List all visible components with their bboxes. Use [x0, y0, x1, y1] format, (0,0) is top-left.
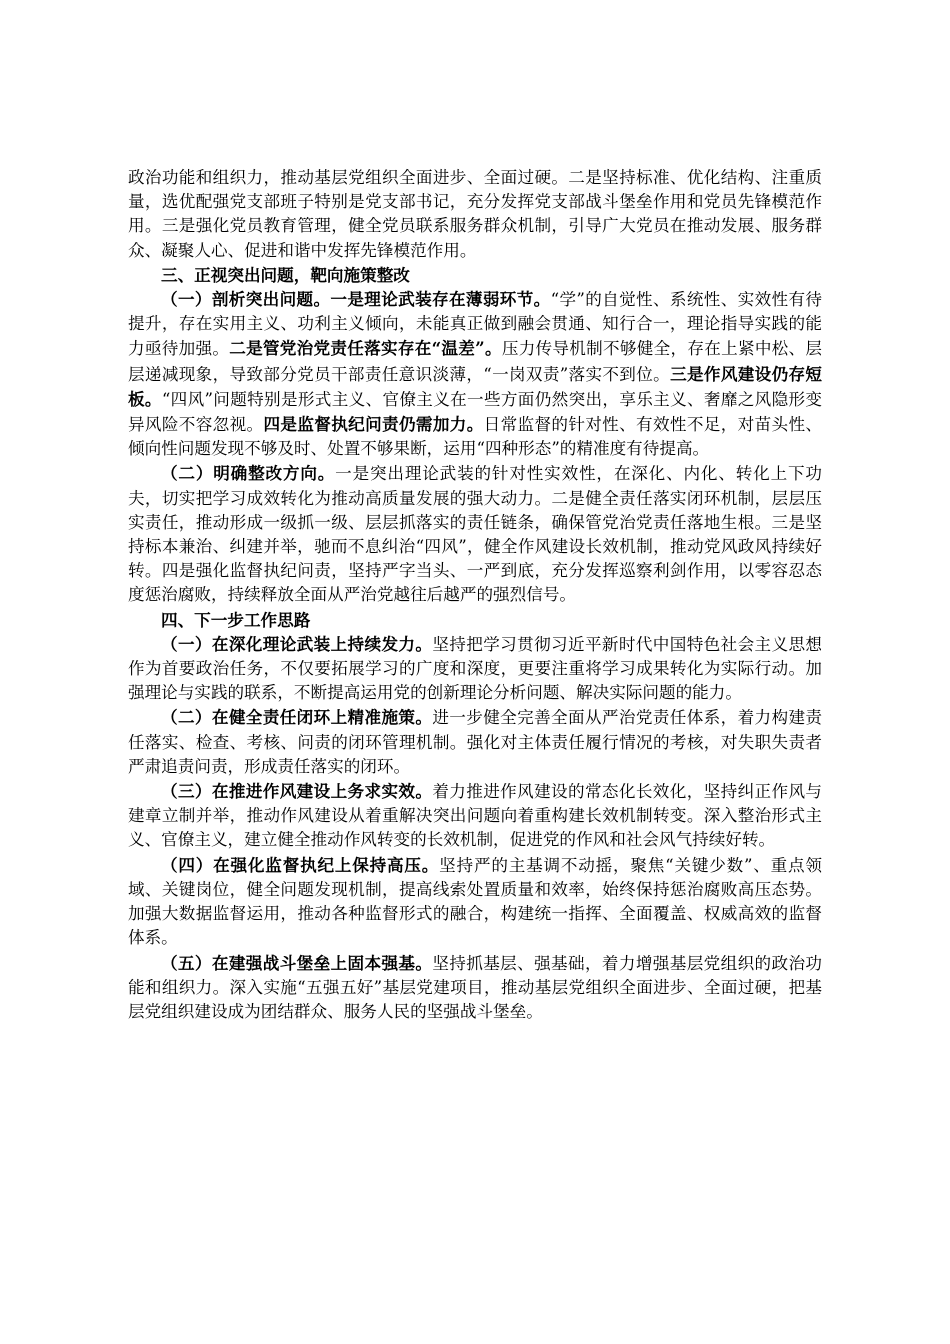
- paragraph-lead: （一）在深化理论武装上持续发力。: [161, 633, 433, 654]
- point-text-1: “学”的自觉性、系统性、实效性有待提升，存在实用主义、功利主义倾向，未能真正做到融会贯通、知行合一，理论指导实践的能力亟待加强。: [128, 290, 823, 359]
- section-heading-3: 三、正视突出问题，靶向施策整改: [161, 264, 410, 285]
- paragraph-supervision: [128, 853, 822, 951]
- bold-point-3: 三是作风建设仍存短板。: [128, 363, 822, 409]
- paragraph-lead: （一）剖析突出问题。: [161, 289, 331, 310]
- bold-point-2: 二是管党治党责任落实存在“温差”。: [229, 338, 502, 359]
- paragraph-text: 进一步健全完善全面从严治党责任体系，着力构建责任落实、检查、考核、问责的闭环管理机制。强化对主体责任履行情况的考核，对失职失责者严肃追责问责，形成责任落实的闭环。: [128, 708, 822, 776]
- paragraph-work-style: [128, 779, 822, 853]
- intro-paragraph: 政治功能和组织力，推动基层党组织全面进步、全面过硬。二是坚持标准、优化结构、注重质量，选优配强党支部班子特别是党支部书记，充分发挥党支部战斗堡垒作用和党员先锋模范作用。三是强化党员教育管理，健全党员联系服务群众机制，引导广大党员在推动发展、服务群众、凝聚人心、促进和谐中发挥先锋模范作用。: [128, 168, 822, 260]
- paragraph-analyze-problems: [128, 287, 822, 461]
- paragraph-grassroots: [128, 951, 822, 1025]
- point-text-3: “四风”问题特别是形式主义、官僚主义在一些方面仍然突出，享乐主义、奢靡之风隐形变异风险不容忽视。: [128, 389, 823, 435]
- paragraph-rectification-direction: [128, 461, 822, 607]
- paragraph-responsibility: [128, 705, 822, 779]
- bold-point-1: 一是理论武装存在薄弱环节。: [330, 289, 551, 310]
- paragraph-lead: （二）在健全责任闭环上精准施策。: [161, 707, 433, 728]
- paragraph-lead: （四）在强化监督执纪上保持高压。: [161, 854, 440, 875]
- paragraph-lead: （三）在推进作风建设上务求实效。: [161, 781, 433, 802]
- bold-point-4: 四是监督执纪问责仍需加力。: [263, 414, 484, 435]
- paragraph-text: 着力推进作风建设的常态化长效化，坚持纠正作风与建章立制并举，推动作风建设从着重解决突出问题向着重构建长效机制转变。深入整治形式主义、官僚主义，建立健全推动作风转变的长效机制，促进党的作风和社会风气持续好转。: [128, 782, 822, 850]
- paragraph-theory: [128, 632, 822, 706]
- paragraph-text: 坚持把学习贯彻习近平新时代中国特色社会主义思想作为首要政治任务，不仅要拓展学习的广度和深度，更要注重将学习成果转化为实际行动。加强理论与实践的联系，不断提高运用党的创新理论分析问题、解决实际问题的能力。: [128, 634, 822, 703]
- paragraph-text: 坚持抓基层、强基础，着力增强基层党组织的政治功能和组织力。深入实施“五强五好”基层党建项目，推动基层党组织全面进步、全面过硬，把基层党组织建设成为团结群众、服务人民的坚强战斗堡垒。: [128, 953, 822, 1021]
- paragraph-text: 坚持严的主基调不动摇，聚焦“关键少数”、重点领域、关键岗位，健全问题发现机制，提高线索处置质量和效率，始终保持惩治腐败高压态势。加强大数据监督运用，推动各种监督形式的融合，构建统一指挥、全面覆盖、权威高效的监督体系。: [128, 855, 823, 948]
- paragraph-text: 一是突出理论武装的针对性实效性，在深化、内化、转化上下功夫，切实把学习成效转化为推动高质量发展的强大动力。二是健全责任落实闭环机制，层层压实责任，推动形成一级抓一级、层层抓落实的责任链条，确保管党治党责任落地生根。三是坚持标本兼治、纠建并举，驰而不息纠治“四风”，健全作风建设长效机制，推动党风政风持续好转。四是强化监督执纪问责，坚持严字当头、一严到底，充分发挥巡察利剑作用，以零容忍态度惩治腐败，持续释放全面从严治党越往后越严的强烈信号。: [128, 464, 823, 605]
- paragraph-lead: （二）明确整改方向。: [161, 463, 336, 484]
- point-text-4: 日常监督的针对性、有效性不足，对苗头性、倾向性问题发现不够及时、处置不够果断，运用“四种形态”的精准度有待提高。: [128, 415, 823, 459]
- paragraph-lead: （五）在建强战斗堡垒上固本强基。: [161, 952, 433, 973]
- document-page: [128, 166, 822, 1024]
- section-heading-4: 四、下一步工作思路: [161, 609, 311, 630]
- point-text-2: 压力传导机制不够健全，存在上紧中松、层层递减现象，导致部分党员干部责任意识淡薄，“一岗双责”落实不到位。: [128, 339, 823, 384]
